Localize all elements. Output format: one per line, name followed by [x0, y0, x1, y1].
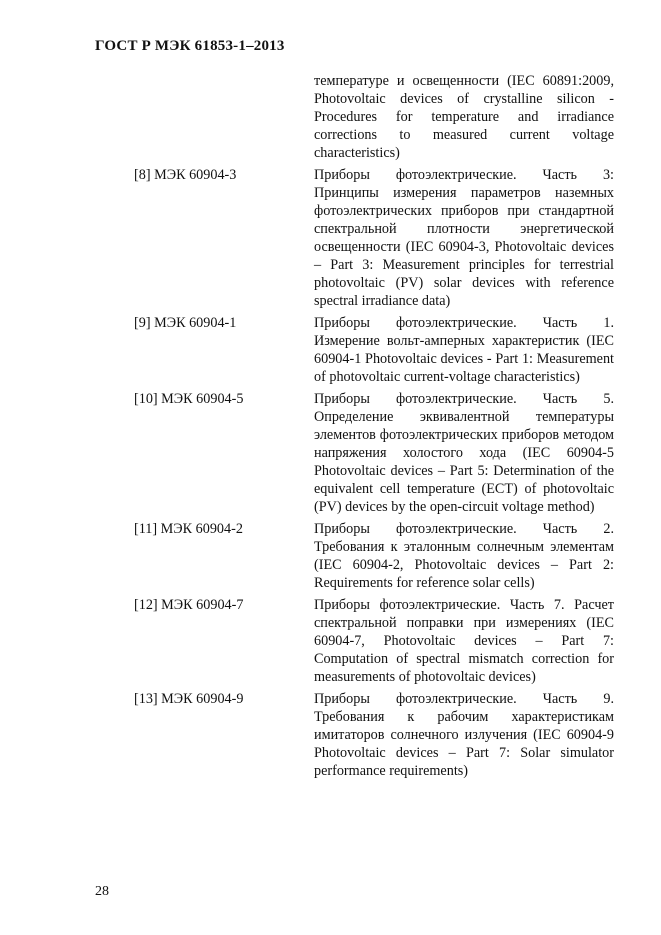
bibliography-entry — [0, 166, 661, 310]
bibliography-entry — [0, 520, 661, 592]
bibliography-list — [0, 72, 661, 780]
bibliography-entry — [0, 390, 661, 516]
reference-text: Приборы фотоэлектрические. Часть 9. Требования к рабочим характеристикам имитаторов солнечного излучения (IEC 60904-9 Photovoltaic devices – Part 7: Solar simulator performance requirements) — [314, 691, 614, 779]
reference-id: [13] МЭК 60904-9 — [134, 691, 244, 707]
document-header: ГОСТ Р МЭК 61853-1–2013 — [95, 38, 285, 54]
reference-text: Приборы фотоэлектрические. Часть 5. Определение эквивалентной температуры элементов фотоэлектрических приборов методом напряжения холостого хода (IEC 60904-5 Photovoltaic devices – Part 5: Determination of the equivalent cell temperature (ECT) of photovoltaic (PV) devices by the open-circuit voltage method) — [314, 391, 614, 515]
reference-id: [10] МЭК 60904-5 — [134, 391, 244, 407]
bibliography-entry — [0, 314, 661, 386]
reference-id: [12] МЭК 60904-7 — [134, 597, 244, 613]
bibliography-continuation — [0, 72, 661, 162]
reference-id: [8] МЭК 60904-3 — [134, 167, 237, 183]
reference-id: [11] МЭК 60904-2 — [134, 521, 243, 537]
bibliography-entry — [0, 690, 661, 780]
bibliography-entry — [0, 596, 661, 686]
page-number: 28 — [95, 884, 109, 899]
reference-text: Приборы фотоэлектрические. Часть 2. Требования к эталонным солнечным элементам (IEC 60904-2, Photovoltaic devices – Part 2: Requirements for reference solar cells) — [314, 521, 614, 591]
reference-text: Приборы фотоэлектрические. Часть 7. Расчет спектральной поправки при измерениях (IEC 60904-7, Photovoltaic devices – Part 7: Computation of spectral mismatch correction for measurements of photovoltaic devices) — [314, 597, 614, 685]
reference-text: Приборы фотоэлектрические. Часть 3: Принципы измерения параметров наземных фотоэлектрических приборов при стандартной спектральной плотности энергетической освещенности (IEC 60904-3, Photovoltaic devices – Part 3: Measurement principles for terrestrial photovoltaic (PV) solar devices with reference spectral irradiance data) — [314, 167, 614, 309]
reference-text: температуре и освещенности (IEC 60891:2009, Photovoltaic devices of crystalline silicon - Procedures for temperature and irradiance corrections to measured current voltage characteristics) — [314, 73, 614, 161]
reference-text: Приборы фотоэлектрические. Часть 1. Измерение вольт-амперных характеристик (IEC 60904-1 Photovoltaic devices - Part 1: Measurement of photovoltaic current-voltage characteristics) — [314, 315, 614, 385]
reference-id: [9] МЭК 60904-1 — [134, 315, 237, 331]
